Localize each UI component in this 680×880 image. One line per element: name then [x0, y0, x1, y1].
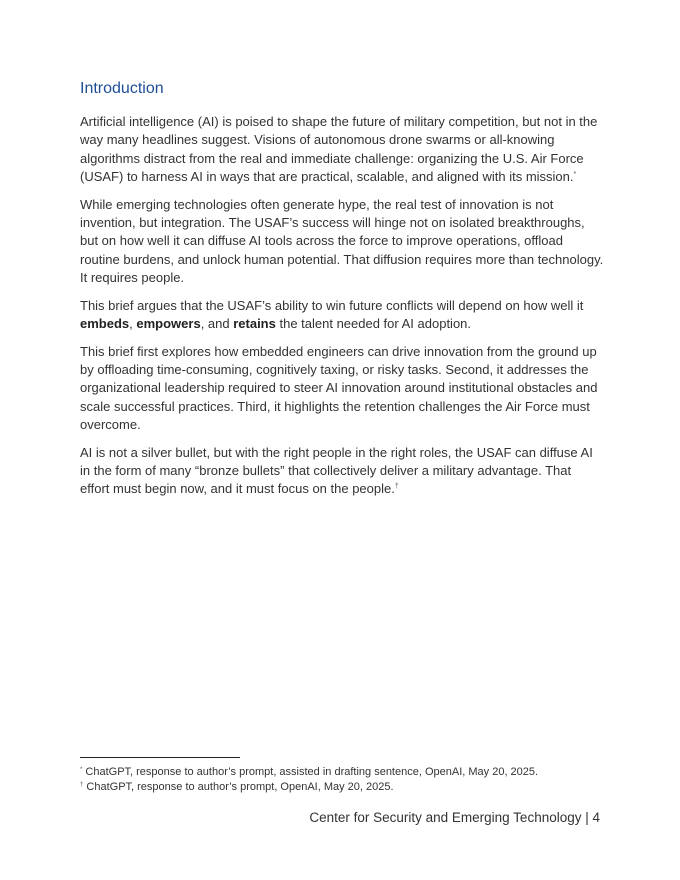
bold-retains: retains [233, 315, 276, 331]
bold-empowers: empowers [136, 315, 201, 331]
footnote-divider [80, 757, 240, 758]
paragraph-3-sep-2: , and [200, 315, 234, 331]
footnote-ref-2[interactable]: † [394, 483, 399, 491]
paragraph-1-text: Artificial intelligence (AI) is poised to shape the future of military competition, but not in the way many headlines suggest. Visions of autonomous drone swarms or all-knowing algorithms distract from the real and immediate challenge: organizing the U.S. Air Force (USAF) to harness AI in ways that are practical, scalable, and aligned with its mission. [80, 114, 598, 184]
footnote-2-mark: † [80, 782, 84, 788]
page-footer: Center for Security and Emerging Technology | 4 [309, 810, 600, 825]
paragraph-1 [80, 113, 604, 186]
paragraph-3-sep-1: , [129, 315, 137, 331]
footnote-1-mark: * [80, 767, 83, 773]
paragraph-3 [80, 297, 604, 334]
bold-embeds: embeds [80, 315, 130, 331]
footnote-2-text: ChatGPT, response to author’s prompt, OpenAI, May 20, 2025. [83, 781, 394, 793]
paragraph-2-text: While emerging technologies often generate hype, the real test of innovation is not invention, but integration. The USAF’s success will hinge not on isolated breakthroughs, but on how well it can diffuse AI tools across the force to improve operations, offload routine burdens, and unlock human potential. That diffusion requires more than technology. It requires people. [80, 196, 604, 285]
footnote-ref-1[interactable]: * [573, 170, 577, 178]
paragraph-3-text-after: the talent needed for AI adoption. [275, 315, 472, 331]
section-heading: Introduction [80, 80, 164, 97]
body-text [80, 113, 604, 508]
paragraph-3-text-before: This brief argues that the USAF’s ability to win future conflicts will depend on how well it [80, 297, 584, 313]
paragraph-4-text: This brief first explores how embedded engineers can drive innovation from the ground up by offloading time-consuming, cognitively taxing, or risky tasks. Second, it addresses the organizational leadership required to steer AI innovation around institutional obstacles and scale successful practices. Third, it highlights the retention challenges the Air Force must overcome. [80, 343, 598, 432]
footnote-1-text: ChatGPT, response to author’s prompt, assisted in drafting sentence, OpenAI, May 20, 2025. [82, 766, 539, 778]
paragraph-4 [80, 343, 604, 434]
paragraph-5 [80, 444, 604, 499]
paragraph-2 [80, 196, 604, 287]
footnote-1 [80, 765, 600, 780]
footnotes [80, 765, 600, 795]
footnote-2 [80, 780, 600, 795]
paragraph-5-text: AI is not a silver bullet, but with the right people in the right roles, the USAF can diffuse AI in the form of many “bronze bullets” that collectively deliver a military advantage. That effort must begin now, and it must focus on the people. [80, 444, 593, 497]
